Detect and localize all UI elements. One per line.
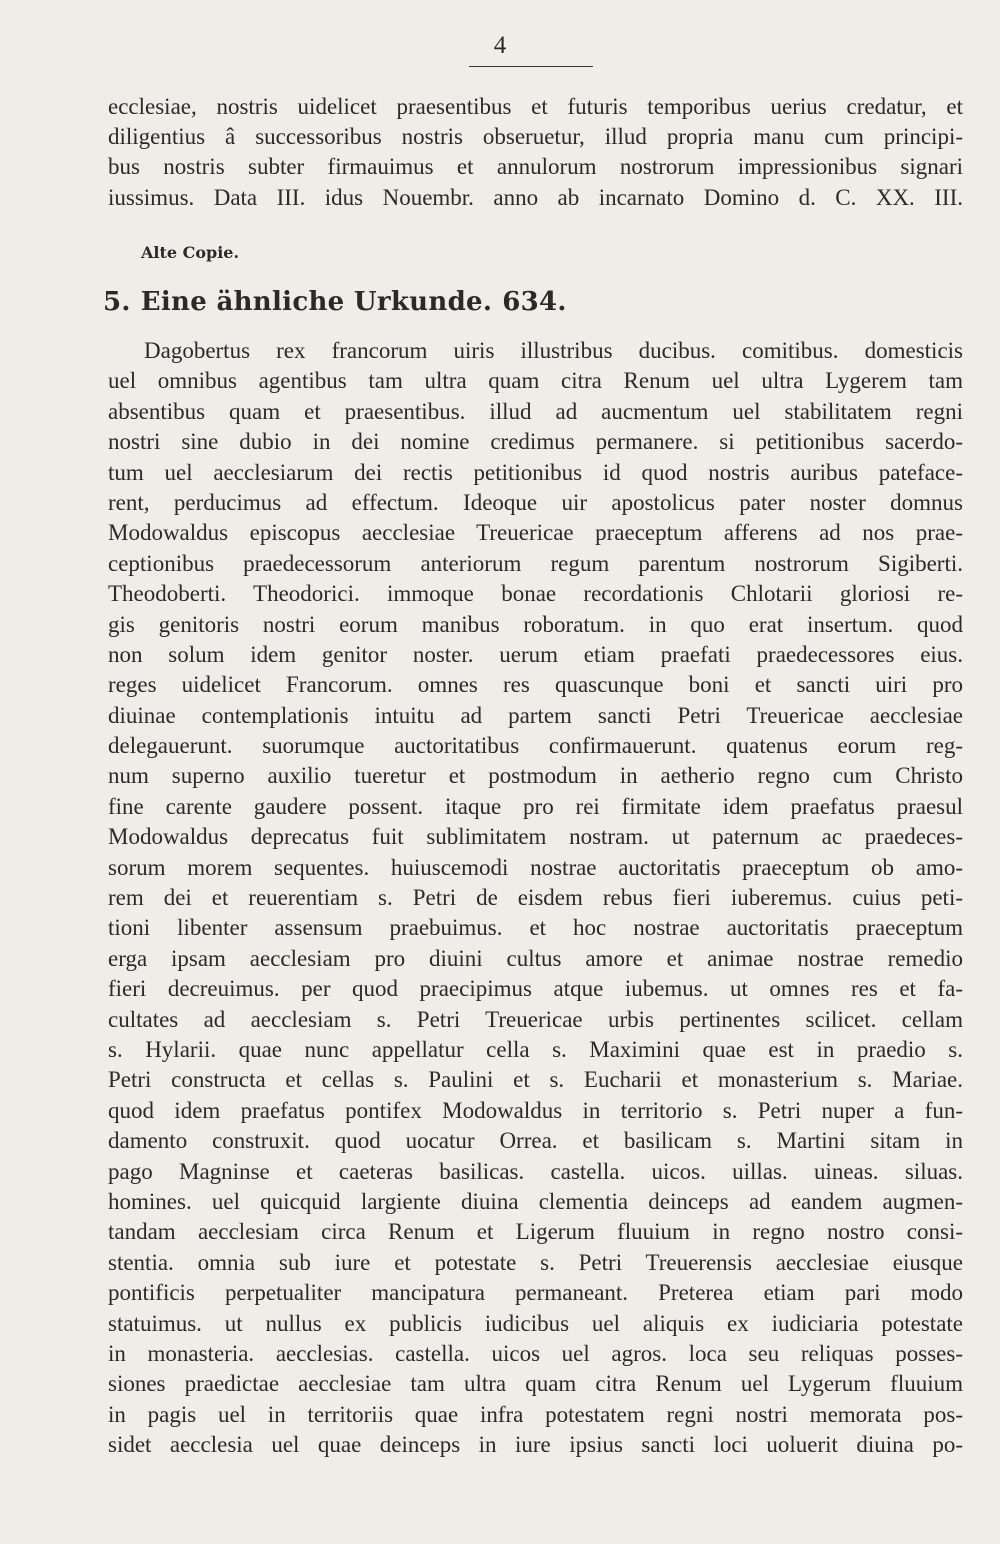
- text-line: in pagis uel in territoriis quae infra potestatem regni nostri memorata pos-: [108, 1401, 963, 1427]
- section-heading: [103, 287, 577, 317]
- section-year: 634.: [502, 287, 567, 317]
- text-line: Theodoberti. Theodorici. immoque bonae recordationis Chlotarii gloriosi re-: [108, 581, 963, 607]
- text-line: ecclesiae, nostris uidelicet praesentibus et futuris temporibus uerius credatur, et: [108, 94, 963, 119]
- text-line: cultates ad aecclesiam s. Petri Treuericae urbis pertinentes scilicet. cellam: [108, 1006, 963, 1032]
- copy-note: Alte Copie.: [141, 243, 240, 262]
- text-line: diuinae contemplationis intuitu ad partem sancti Petri Treuericae aecclesiae: [108, 702, 963, 728]
- text-line: statuimus. ut nullus ex publicis iudicibus uel aliquis ex iudiciaria potestate: [108, 1310, 963, 1336]
- text-line: bus nostris subter firmauimus et annulorum nostrorum impressionibus signari: [108, 154, 963, 180]
- text-line: Dagobertus rex francorum uiris illustribus ducibus. comitibus. domesticis: [144, 338, 963, 363]
- text-line: uel omnibus agentibus tam ultra quam citra Renum uel ultra Lygerem tam: [108, 368, 963, 394]
- text-line: ceptionibus praedecessorum anteriorum regum parentum nostrorum Sigiberti.: [108, 550, 963, 576]
- text-line: rem dei et reuerentiam s. Petri de eisdem rebus fieri iuberemus. cuius peti-: [108, 885, 963, 911]
- header-rule: [469, 66, 593, 67]
- text-line: diligentius â successoribus nostris obseruetur, illud propria manu cum principi-: [108, 124, 963, 150]
- text-line: fine carente gaudere possent. itaque pro rei firmitate idem praefatus praesul: [108, 793, 963, 819]
- page-number: 4: [493, 32, 507, 59]
- text-line: in monasteria. aecclesias. castella. uicos uel agros. loca seu reliquas posses-: [108, 1340, 963, 1366]
- text-line: Modowaldus episcopus aecclesiae Treuericae praeceptum afferens ad nos prae-: [108, 520, 963, 546]
- text-line: reges uidelicet Francorum. omnes res quascunque boni et sancti uiri pro: [108, 672, 963, 698]
- top-paragraph: [108, 92, 963, 213]
- text-line: gis genitoris nostri eorum manibus roboratum. in quo erat insertum. quod: [108, 611, 963, 637]
- text-line: num superno auxilio tueretur et postmodum in aetherio regno cum Christo: [108, 763, 963, 789]
- text-line: tum uel aecclesiarum dei rectis petitionibus id quod nostris auribus pateface-: [108, 459, 963, 485]
- text-line: pago Magninse et caeteras basilicas. castella. uicos. uillas. uineas. siluas.: [108, 1158, 963, 1184]
- text-line: tandam aecclesiam circa Renum et Ligerum fluuium in regno nostro consi-: [108, 1219, 963, 1245]
- text-line: fieri decreuimus. per quod praecipimus atque iubemus. ut omnes res et fa-: [108, 976, 963, 1002]
- text-line: sidet aecclesia uel quae deinceps in iure ipsius sancti loci uoluerit diuina po-: [108, 1432, 963, 1458]
- text-line: Petri constructa et cellas s. Paulini et s. Eucharii et monasterium s. Mariae.: [108, 1067, 963, 1093]
- text-line: nostri sine dubio in dei nomine credimus permanere. si petitionibus sacerdo-: [108, 429, 963, 455]
- text-line: iussimus. Data III. idus Nouembr. anno ab incarnato Domino d. C. XX. III.: [108, 184, 963, 210]
- section-number: 5.: [103, 287, 131, 317]
- text-line: delegauerunt. suorumque auctoritatibus confirmauerunt. quatenus eorum reg-: [108, 733, 963, 759]
- text-line: sorum morem sequentes. huiuscemodi nostrae auctoritatis praeceptum ob amo-: [108, 854, 963, 880]
- text-line: siones praedictae aecclesiae tam ultra quam citra Renum uel Lygerum fluuium: [108, 1371, 963, 1397]
- text-line: Modowaldus deprecatus fuit sublimitatem nostram. ut paternum ac praedeces-: [108, 824, 963, 850]
- text-line: quod idem praefatus pontifex Modowaldus in territorio s. Petri nuper a fun-: [108, 1097, 963, 1123]
- section-title: Eine ähnliche Urkunde.: [140, 287, 493, 317]
- text-line: rent, perducimus ad effectum. Ideoque uir apostolicus pater noster domnus: [108, 489, 963, 515]
- text-line: tioni libenter assensum praebuimus. et hoc nostrae auctoritatis praeceptum: [108, 915, 963, 941]
- text-line: erga ipsam aecclesiam pro diuini cultus amore et animae nostrae remedio: [108, 945, 963, 971]
- text-line: pontificis perpetualiter mancipatura permaneant. Preterea etiam pari modo: [108, 1280, 963, 1306]
- text-line: s. Hylarii. quae nunc appellatur cella s. Maximini quae est in praedio s.: [108, 1036, 963, 1062]
- text-line: homines. uel quicquid largiente diuina clementia deinceps ad eandem augmen-: [108, 1188, 963, 1214]
- main-paragraph: [108, 336, 963, 1460]
- text-line: damento construxit. quod uocatur Orrea. et basilicam s. Martini sitam in: [108, 1128, 963, 1154]
- text-line: absentibus quam et praesentibus. illud ad aucmentum uel stabilitatem regni: [108, 398, 963, 424]
- text-line: non solum idem genitor noster. uerum etiam praefati praedecessores eius.: [108, 641, 963, 667]
- text-line: stentia. omnia sub iure et potestate s. Petri Treuerensis aecclesiae eiusque: [108, 1249, 963, 1275]
